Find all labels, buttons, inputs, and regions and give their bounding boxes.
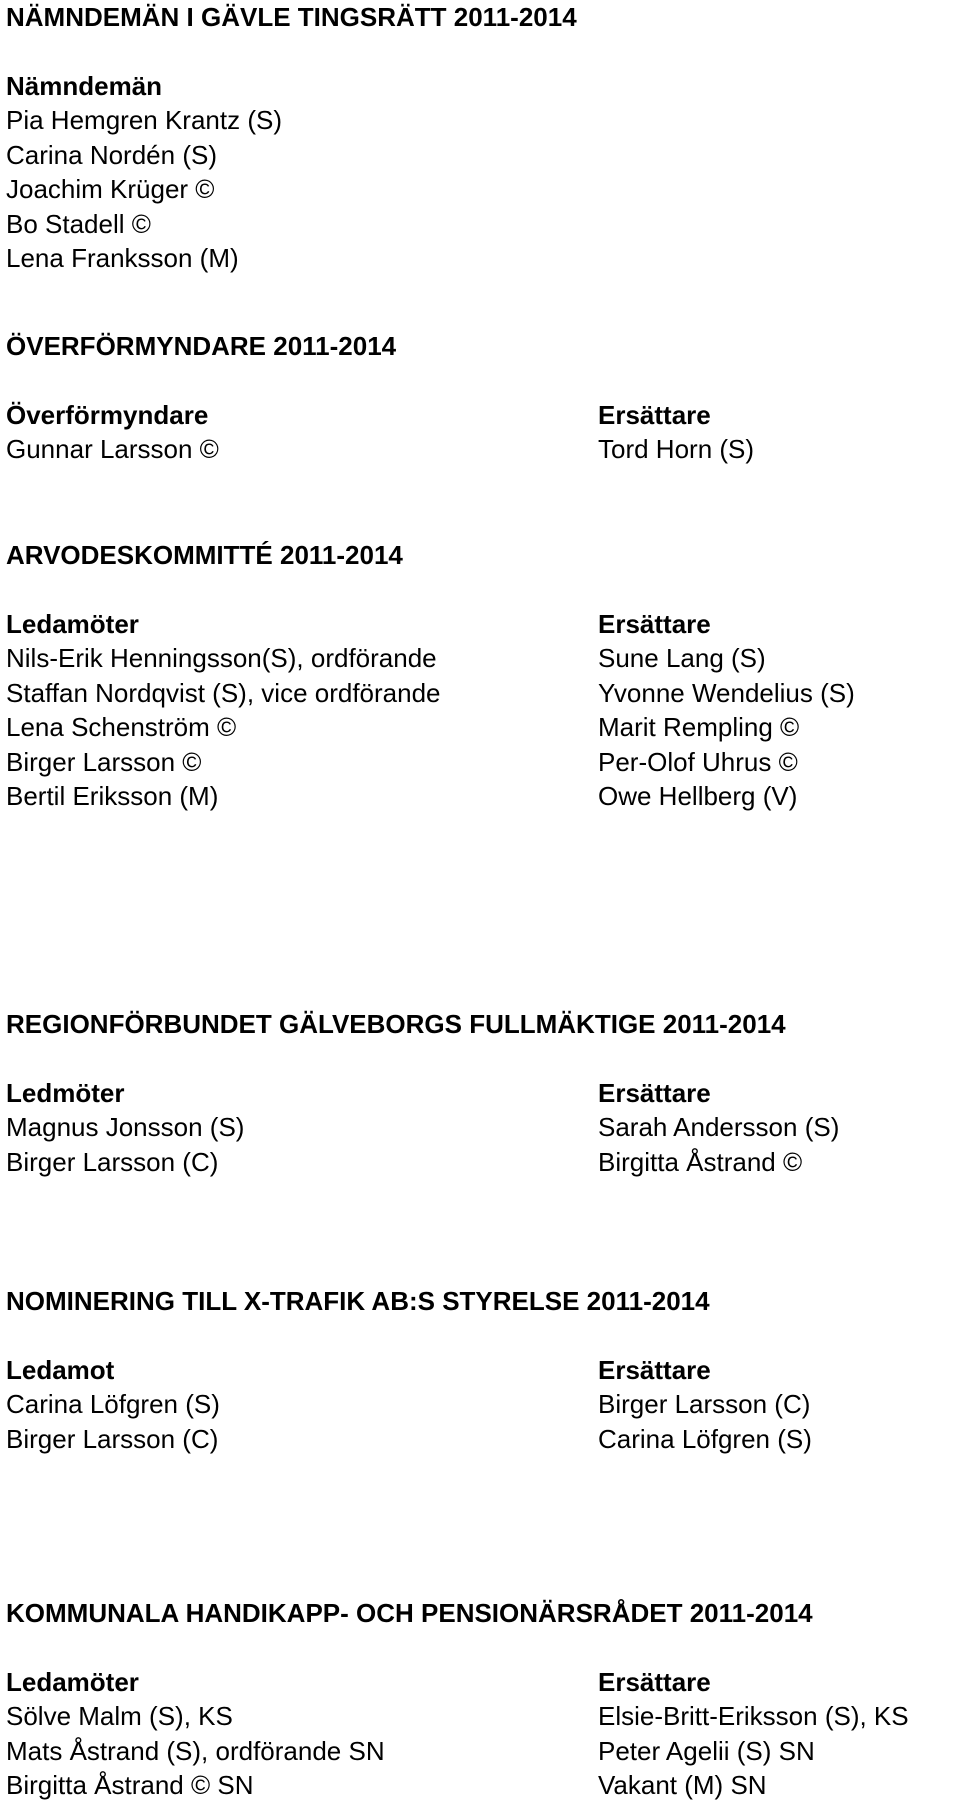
column-title: Ersättare (598, 1077, 711, 1108)
right-column (598, 607, 855, 814)
section-heading: ÖVERFÖRMYNDARE 2011-2014 (6, 331, 397, 361)
section-regionforbundet (6, 1007, 954, 1177)
right-column (598, 398, 754, 467)
section-arvodeskommitte (6, 538, 954, 811)
column-title: Ledamöter (6, 608, 139, 639)
left-column (6, 1665, 385, 1803)
left-column (6, 607, 441, 814)
member-entry: Lena Franksson (M) (6, 243, 239, 273)
member-entry: Sune Lang (S) (598, 643, 766, 673)
member-entry: Carina Löfgren (S) (6, 1389, 220, 1419)
member-entry: Pia Hemgren Krantz (S) (6, 105, 282, 135)
member-entry: Lena Schenström © (6, 712, 237, 742)
member-entry: Mats Åstrand (S), ordförande SN (6, 1735, 385, 1766)
member-entry: Birgitta Åstrand © SN (6, 1770, 254, 1800)
section-x-trafik (6, 1284, 954, 1454)
member-entry: Sölve Malm (S), KS (6, 1701, 233, 1731)
member-entry: Joachim Krüger © (6, 174, 215, 204)
section-overformyndare (6, 329, 954, 464)
member-entry: Vakant (M) SN (598, 1770, 767, 1800)
member-entry: Per-Olof Uhrus © (598, 746, 798, 777)
member-entry: Bo Stadell © (6, 208, 151, 239)
left-column (6, 1353, 220, 1457)
member-entry: Birger Larsson © (6, 746, 202, 777)
right-column (598, 1665, 909, 1803)
members-list (6, 69, 954, 276)
column-title: Ersättare (598, 399, 711, 430)
member-entry: Elsie-Britt-Eriksson (S), KS (598, 1701, 909, 1731)
member-entry: Birger Larsson (C) (6, 1423, 219, 1454)
member-entry: Staffan Nordqvist (S), vice ordförande (6, 677, 441, 708)
member-entry: Magnus Jonsson (S) (6, 1112, 245, 1142)
column-title: Ersättare (598, 608, 711, 639)
column-title: Ersättare (598, 1666, 711, 1697)
column-title: Ledamöter (6, 1666, 139, 1697)
member-entry: Bertil Eriksson (M) (6, 781, 219, 811)
member-entry: Sarah Andersson (S) (598, 1112, 840, 1142)
column-title: Nämndemän (6, 70, 163, 101)
member-entry: Nils-Erik Henningsson(S), ordförande (6, 643, 437, 673)
member-entry: Birgitta Åstrand © (598, 1146, 803, 1177)
section-heading: ARVODESKOMMITTÉ 2011-2014 (6, 540, 403, 570)
left-column (6, 398, 219, 467)
member-entry: Tord Horn (S) (598, 434, 755, 464)
right-column (598, 1076, 839, 1180)
column-title: Överförmyndare (6, 399, 209, 430)
column-title: Ledmöter (6, 1077, 125, 1108)
member-entry: Birger Larsson (C) (6, 1146, 219, 1177)
member-entry: Carina Löfgren (S) (598, 1423, 812, 1454)
right-column (598, 1353, 812, 1457)
section-heading: REGIONFÖRBUNDET GÄLVEBORGS FULLMÄKTIGE 2011-2014 (6, 1009, 786, 1039)
member-entry: Owe Hellberg (V) (598, 781, 798, 811)
member-entry: Peter Agelii (S) SN (598, 1735, 815, 1766)
section-heading: NÄMNDEMÄN I GÄVLE TINGSRÄTT 2011-2014 (6, 2, 577, 32)
section-tingsratt (6, 0, 954, 276)
member-entry: Yvonne Wendelius (S) (598, 677, 855, 708)
member-entry: Carina Nordén (S) (6, 139, 217, 170)
column-title: Ersättare (598, 1354, 711, 1385)
section-handikapp-pensionarsradet (6, 1596, 954, 1800)
section-heading: NOMINERING TILL X-TRAFIK AB:S STYRELSE 2011-2014 (6, 1286, 710, 1316)
left-column (6, 1076, 244, 1180)
member-entry: Marit Rempling © (598, 712, 800, 742)
column-title: Ledamot (6, 1354, 115, 1385)
member-entry: Gunnar Larsson © (6, 434, 219, 464)
section-heading: KOMMUNALA HANDIKAPP- OCH PENSIONÄRSRÅDET 2011-2014 (6, 1598, 813, 1628)
member-entry: Birger Larsson (C) (598, 1389, 811, 1419)
